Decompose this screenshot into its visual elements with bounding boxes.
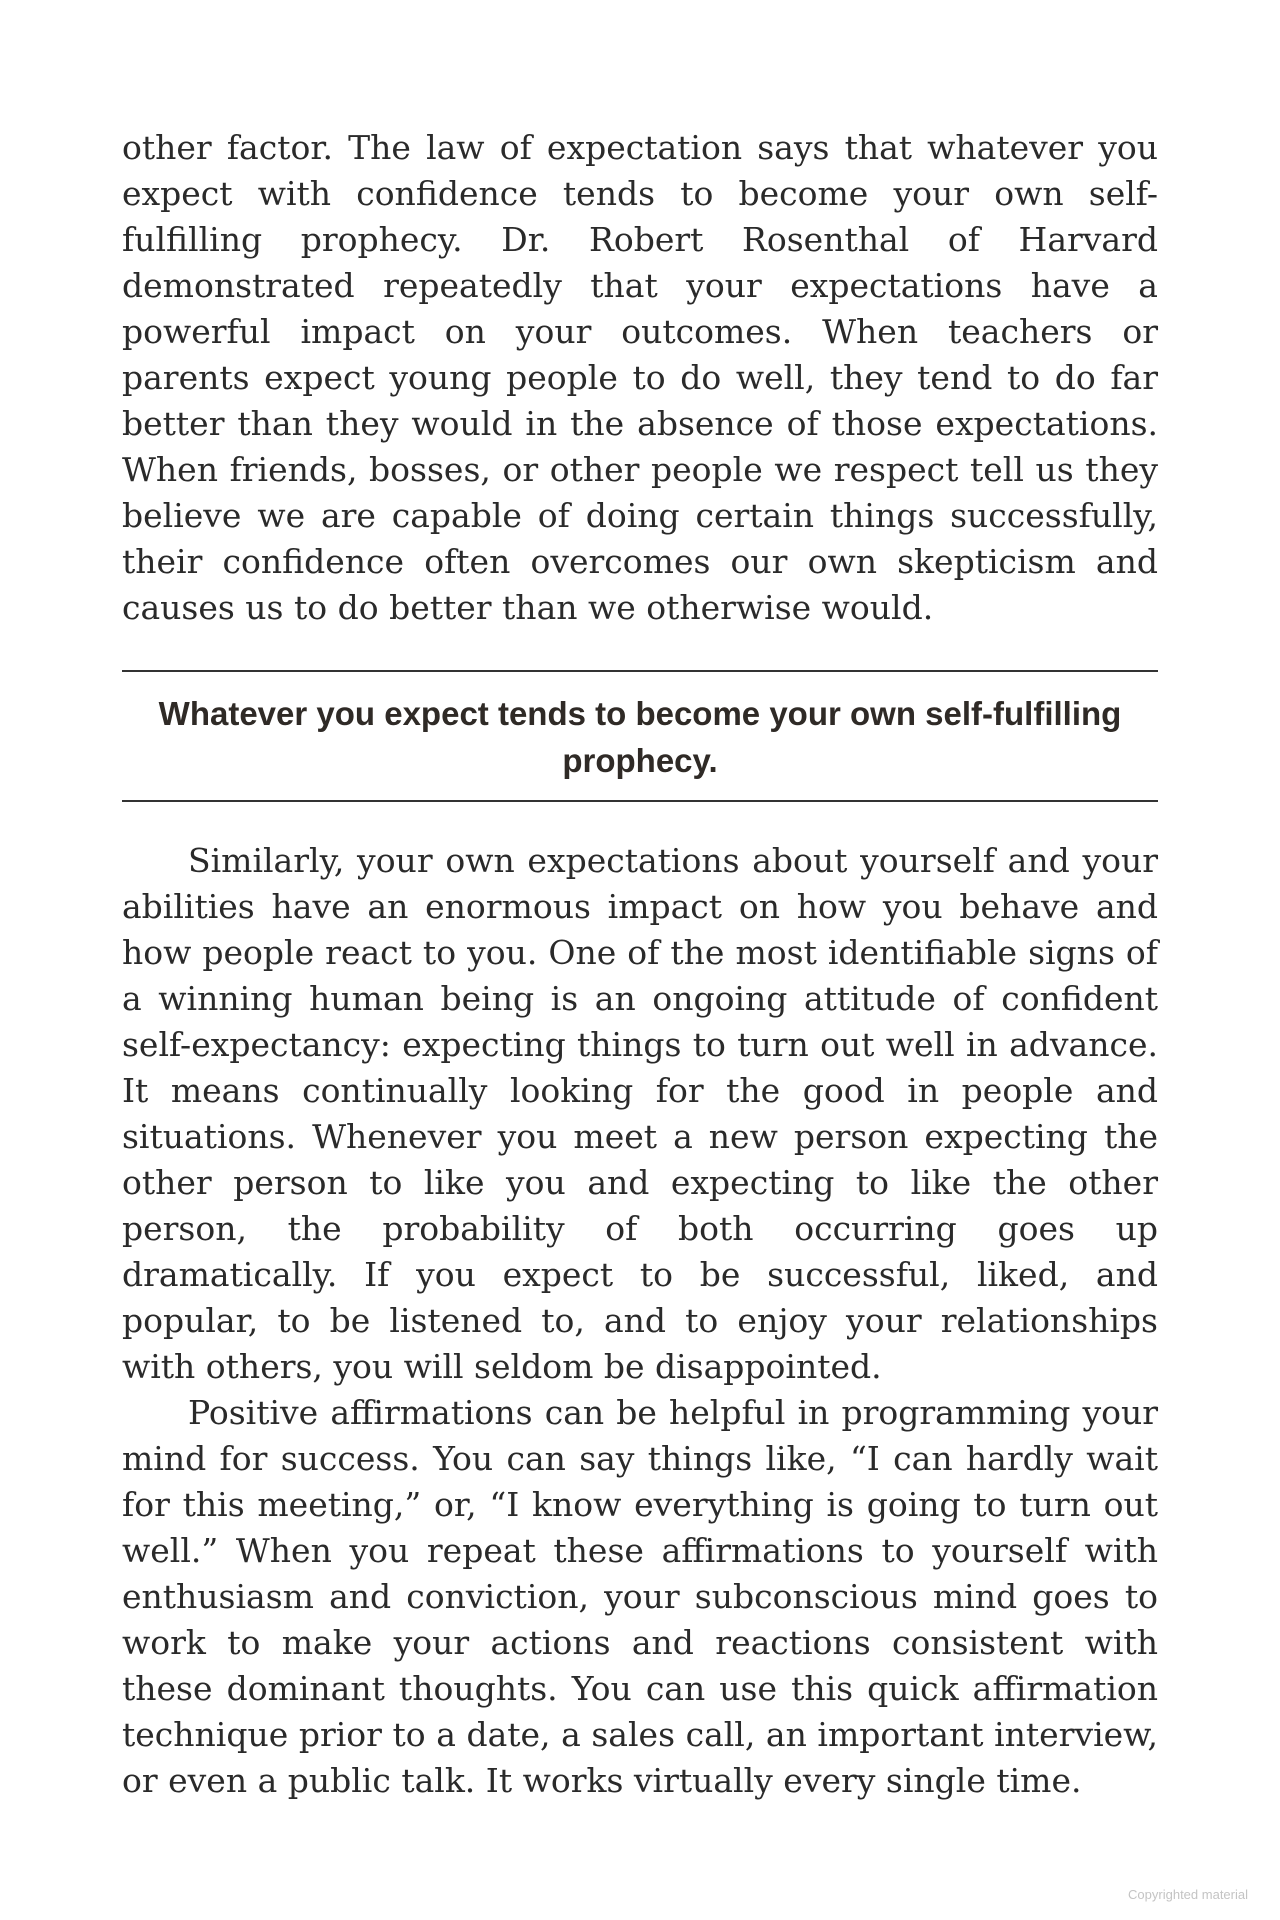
body-text-bottom: [122, 838, 1158, 1804]
body-text-top: [122, 125, 1158, 631]
pull-quote: Whatever you expect tends to become your own self-fulfilling prophecy.: [158, 695, 1122, 779]
paragraph: Positive affirmations can be helpful in programming your mind for success. You can say things like, “I can hardly wait for this meeting,” or, “I know everything is going to turn out well.” When you repeat these affirmations to yourself with enthusiasm and conviction, your subconscious mind goes to work to make your actions and reactions consistent with these dominant thoughts. You can use this quick affirmation technique prior to a date, a sales call, an important interview, or even a public talk. It works virtually every single time.: [122, 1393, 1158, 1800]
paragraph: Similarly, your own expectations about yourself and your abilities have an enormous impact on how you behave and how people react to you. One of the most identifiable signs of a winning human being is an ongoing attitude of confident self-expectancy: expecting things to turn out well in advance. It means continually looking for the good in people and situations. Whenever you meet a new person expecting the other person to like you and expecting to like the other person, the probability of both occurring goes up dramatically. If you expect to be successful, liked, and popular, to be listened to, and to enjoy your relationships with others, you will seldom be disappointed.: [122, 841, 1158, 1386]
pull-quote-top-rule: [122, 670, 1158, 672]
paragraph: other factor. The law of expectation says that whatever you expect with confidence tends to become your own self-fulfilling prophecy. Dr. Robert Rosenthal of Harvard demonstrated repeatedly that your expectations have a powerful impact on your outcomes. When teachers or parents expect young people to do well, they tend to do far better than they would in the absence of those expectations. When friends, bosses, or other people we respect tell us they believe we are capable of doing certain things successfully, their confidence often overcomes our own skepticism and causes us to do better than we otherwise would.: [122, 128, 1158, 627]
copyright-notice: Copyrighted material: [1128, 1887, 1248, 1902]
pull-quote-bottom-rule: [122, 800, 1158, 802]
